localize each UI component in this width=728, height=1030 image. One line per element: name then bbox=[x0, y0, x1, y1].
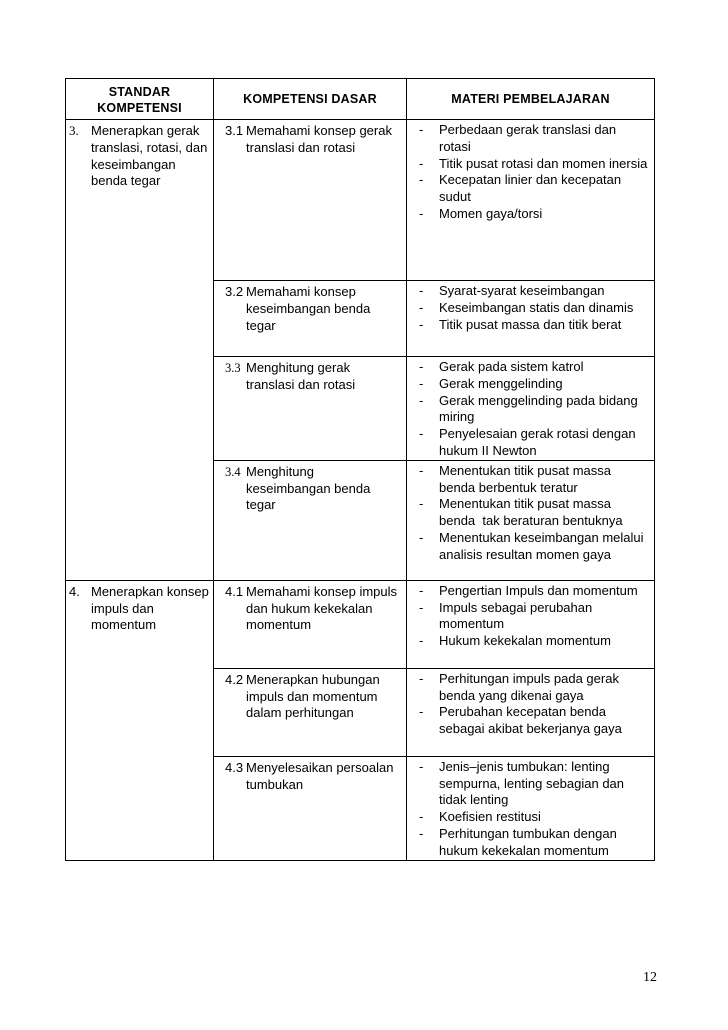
kompetensi-dasar-cell bbox=[214, 460, 407, 580]
materi-list-item bbox=[419, 671, 650, 705]
materi-cell bbox=[407, 580, 655, 668]
materi-item-text: Koefisien restitusi bbox=[439, 809, 541, 825]
bullet-dash: - bbox=[419, 283, 424, 298]
bullet-dash: - bbox=[419, 155, 424, 171]
materi-cell bbox=[407, 357, 655, 461]
materi-cell bbox=[407, 756, 655, 860]
header-row bbox=[66, 79, 655, 120]
bullet-dash: - bbox=[419, 122, 424, 137]
kd-text: Menerapkan hubungan impuls dan momentum dalam perhitungan bbox=[246, 671, 380, 721]
kompetensi-dasar-cell bbox=[214, 756, 407, 860]
materi-item-text: Gerak menggelinding pada bidang miring bbox=[439, 392, 642, 425]
materi-list-item bbox=[419, 376, 650, 393]
materi-list-item bbox=[419, 530, 650, 564]
kd-number: 4.2 bbox=[225, 671, 244, 687]
kd-text: Memahami konsep impuls dan hukum kekekalan momentum bbox=[246, 583, 398, 633]
bullet-dash: - bbox=[419, 316, 424, 332]
sk-text: Menerapkan gerak translasi, rotasi, dan keseimbangan benda tegar bbox=[91, 123, 208, 189]
kd-number: 4.3 bbox=[225, 759, 244, 775]
materi-cell bbox=[407, 460, 655, 580]
materi-list-item bbox=[419, 300, 650, 317]
sk-number: 3. bbox=[69, 123, 79, 138]
materi-list-item bbox=[419, 463, 650, 497]
materi-list-item bbox=[419, 426, 650, 460]
kompetensi-dasar-cell bbox=[214, 357, 407, 461]
materi-list-item bbox=[419, 206, 650, 223]
materi-list-item bbox=[419, 600, 650, 634]
kd-number: 3.1 bbox=[225, 123, 244, 138]
materi-cell bbox=[407, 281, 655, 357]
materi-item-text: Gerak menggelinding bbox=[439, 375, 563, 391]
materi-list-item bbox=[419, 704, 650, 738]
page-number: 12 bbox=[643, 970, 657, 985]
bullet-dash: - bbox=[419, 809, 424, 825]
materi-list-item bbox=[419, 633, 650, 650]
kd-text: Menghitung keseimbangan benda tegar bbox=[246, 463, 371, 513]
materi-item-text: Titik pusat rotasi dan momen inersia bbox=[439, 155, 648, 171]
materi-item-text: Kecepatan linier dan kecepatan sudut bbox=[439, 172, 625, 205]
materi-item-text: Menentukan titik pusat massa benda tak beraturan bentuknya bbox=[439, 496, 623, 529]
kd-text: Menghitung gerak translasi dan rotasi bbox=[246, 360, 356, 392]
curriculum-table bbox=[65, 78, 655, 861]
kd-number: 3.2 bbox=[225, 284, 244, 299]
bullet-dash: - bbox=[419, 633, 424, 649]
bullet-dash: - bbox=[419, 704, 424, 720]
bullet-dash: - bbox=[419, 670, 424, 686]
bullet-dash: - bbox=[419, 599, 424, 615]
materi-list-item bbox=[419, 809, 650, 826]
materi-item-text: Syarat-syarat keseimbangan bbox=[439, 283, 605, 298]
materi-cell bbox=[407, 668, 655, 756]
table-row bbox=[66, 120, 655, 281]
kd-number: 3.3 bbox=[225, 361, 241, 375]
materi-item-text: Titik pusat massa dan titik berat bbox=[439, 316, 622, 332]
materi-list-item bbox=[419, 156, 650, 173]
bullet-dash: - bbox=[419, 205, 424, 221]
standar-kompetensi-cell bbox=[66, 120, 214, 581]
materi-item-text: Menentukan keseimbangan melalui analisis resultan momen gaya bbox=[439, 529, 648, 562]
bullet-dash: - bbox=[419, 359, 424, 374]
materi-list-item bbox=[419, 172, 650, 206]
bullet-dash: - bbox=[419, 426, 424, 442]
materi-list-item bbox=[419, 393, 650, 427]
materi-list-item bbox=[419, 826, 650, 860]
kompetensi-dasar-cell bbox=[214, 281, 407, 357]
materi-item-text: Menentukan titik pusat massa benda berbentuk teratur bbox=[439, 462, 615, 495]
materi-item-text: Jenis–jenis tumbukan: lenting sempurna, lenting sebagian dan tidak lenting bbox=[439, 758, 628, 808]
sk-number: 4. bbox=[69, 583, 80, 599]
bullet-dash: - bbox=[419, 299, 424, 315]
bullet-dash: - bbox=[419, 529, 424, 545]
bullet-dash: - bbox=[419, 172, 424, 188]
materi-cell bbox=[407, 120, 655, 281]
bullet-dash: - bbox=[419, 582, 424, 598]
materi-list-item bbox=[419, 317, 650, 334]
materi-list-item bbox=[419, 359, 650, 376]
kompetensi-dasar-cell bbox=[214, 580, 407, 668]
kd-text: Memahami konsep keseimbangan benda tegar bbox=[246, 284, 371, 333]
kompetensi-dasar-cell bbox=[214, 120, 407, 281]
materi-item-text: Momen gaya/torsi bbox=[439, 205, 543, 221]
materi-list-item bbox=[419, 759, 650, 809]
materi-item-text: Perhitungan impuls pada gerak benda yang dikenai gaya bbox=[439, 670, 623, 703]
kd-text: Memahami konsep gerak translasi dan rotasi bbox=[246, 123, 392, 155]
materi-item-text: Pengertian Impuls dan momentum bbox=[439, 582, 638, 598]
materi-list-item bbox=[419, 122, 650, 156]
bullet-dash: - bbox=[419, 462, 424, 478]
table-row bbox=[66, 580, 655, 668]
materi-item-text: Hukum kekekalan momentum bbox=[439, 633, 611, 649]
header-standar-kompetensi bbox=[66, 79, 214, 120]
bullet-dash: - bbox=[419, 758, 424, 774]
materi-list-item bbox=[419, 496, 650, 530]
header-materi-pembelajaran: MATERI PEMBELAJARAN bbox=[407, 79, 655, 120]
bullet-dash: - bbox=[419, 825, 424, 841]
materi-list-item bbox=[419, 283, 650, 300]
materi-item-text: Perhitungan tumbukan dengan hukum kekekalan momentum bbox=[439, 825, 621, 858]
materi-item-text: Perubahan kecepatan benda sebagai akibat bekerjanya gaya bbox=[439, 704, 622, 737]
sk-text: Menerapkan konsep impuls dan momentum bbox=[91, 583, 209, 633]
header-standar-line2: KOMPETENSI bbox=[97, 101, 182, 115]
header-standar-line1: STANDAR bbox=[108, 85, 171, 99]
bullet-dash: - bbox=[419, 375, 424, 391]
materi-item-text: Keseimbangan statis dan dinamis bbox=[439, 299, 634, 315]
header-kompetensi-dasar: KOMPETENSI DASAR bbox=[214, 79, 407, 120]
materi-item-text: Impuls sebagai perubahan momentum bbox=[439, 599, 596, 632]
materi-list-item bbox=[419, 583, 650, 600]
bullet-dash: - bbox=[419, 496, 424, 512]
kompetensi-dasar-cell bbox=[214, 668, 407, 756]
materi-item-text: Perbedaan gerak translasi dan rotasi bbox=[439, 122, 620, 154]
kd-number: 3.4 bbox=[225, 464, 241, 479]
kd-number: 4.1 bbox=[225, 583, 244, 599]
materi-item-text: Gerak pada sistem katrol bbox=[439, 359, 584, 374]
materi-item-text: Penyelesaian gerak rotasi dengan hukum II Newton bbox=[439, 426, 640, 458]
standar-kompetensi-cell bbox=[66, 580, 214, 860]
bullet-dash: - bbox=[419, 392, 424, 408]
kd-text: Menyelesaikan persoalan tumbukan bbox=[246, 759, 394, 792]
